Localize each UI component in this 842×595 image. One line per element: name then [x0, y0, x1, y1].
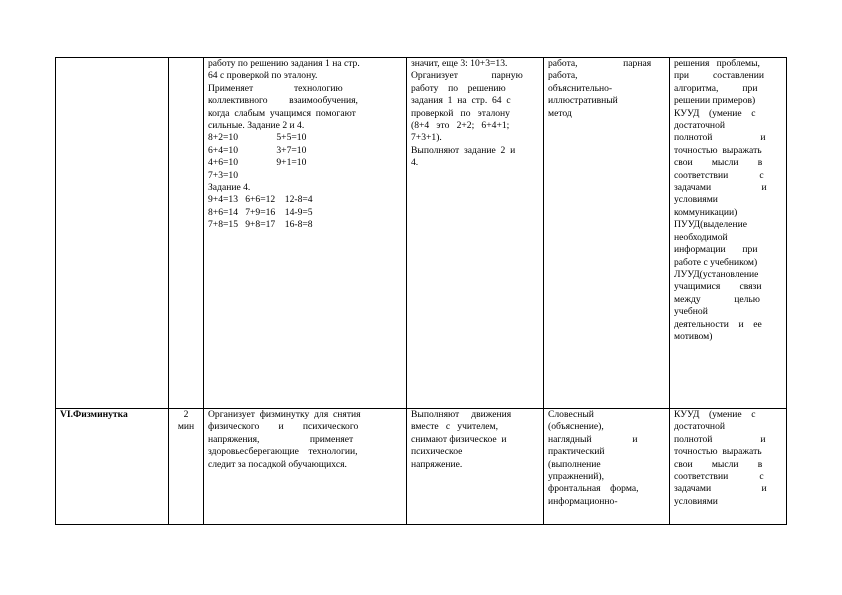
table-row [56, 409, 787, 525]
cell-text-line: соответствии с [674, 471, 764, 483]
stage-cell [56, 409, 169, 525]
cell-text-line: объяснительно- [548, 82, 613, 94]
cell-text-line: (выполнение [548, 458, 601, 470]
uud-cell [670, 58, 787, 409]
cell-text-line: решения проблемы, [674, 58, 760, 69]
cell-text-line: необходимой [674, 231, 728, 243]
cell-text-line: Задание 4. [208, 182, 251, 194]
cell-text-line: деятельности и ее [674, 318, 762, 330]
cell-text-line: упражнений), [548, 471, 605, 483]
cell-text-line: 9+4=13 6+6=12 12-8=4 [208, 194, 313, 206]
cell-text-line: между целью [674, 293, 760, 305]
cell-text-line: точностью выражать [674, 446, 762, 458]
cell-text-line: ПУУД(выделение [674, 219, 747, 231]
cell-text-line: физического и психического [208, 421, 359, 433]
cell-text-line: психическое [411, 446, 463, 458]
time-value: 2 [183, 409, 189, 420]
cell-text-line: задачами и [674, 182, 767, 194]
cell-text-line: когда слабым учащимся помогают [208, 107, 356, 119]
cell-text-line: (8+4 это 2+2; 6+4+1; [411, 120, 510, 132]
cell-text-line: работу по решению задания 1 на стр. [208, 58, 360, 69]
cell-text-line: снимают физическое и [411, 433, 507, 445]
cell-text-line: Выполняют задание 2 и [411, 144, 516, 156]
cell-text-line: информационно- [548, 495, 618, 507]
cell-text-line: свои мысли в [674, 157, 763, 169]
cell-text-line: условиями [674, 495, 718, 507]
time-cell [169, 409, 204, 525]
time-cell [169, 58, 204, 409]
cell-text-line: коммуникации) [674, 206, 738, 218]
cell-text-line: вместе с учителем, [411, 421, 499, 433]
cell-text-line: КУУД (умение с [674, 409, 756, 420]
cell-text-line: Применяет технологию [208, 82, 343, 94]
cell-text-line: 4. [411, 157, 419, 169]
cell-text-line: сильные. Задание 2 и 4. [208, 120, 305, 132]
cell-text-line: наглядный и [548, 433, 638, 445]
cell-text-line: проверкой по эталону [411, 107, 510, 119]
uud-cell [670, 409, 787, 525]
cell-text-line: задания 1 на стр. 64 с [411, 95, 511, 107]
cell-text-line: решении примеров) [674, 95, 756, 107]
cell-text-line: коллективного взаимообучения, [208, 95, 358, 107]
cell-text-line: иллюстративный [548, 95, 618, 107]
stage-cell [56, 58, 169, 409]
cell-text-line: достаточной [674, 421, 725, 433]
cell-text-line: 7+3+1). [411, 132, 442, 144]
cell-text-line: (объяснение), [548, 421, 604, 433]
lesson-plan-table [55, 57, 787, 525]
cell-text-line: алгоритма, при [674, 82, 758, 94]
cell-text-line: полнотой и [674, 132, 766, 144]
cell-text-line: 7+8=15 9+8=17 16-8=8 [208, 219, 313, 231]
teacher-activity-cell [204, 409, 407, 525]
cell-text-line: учебной [674, 306, 708, 318]
cell-text-line: учащимися связи [674, 281, 762, 293]
cell-text-line: Организует физминутку для снятия [208, 409, 361, 420]
cell-text-line: Организует парную [411, 70, 523, 82]
time-unit: мин [177, 421, 195, 433]
cell-text-line: работе с учебником) [674, 256, 758, 268]
methods-cell [544, 409, 670, 525]
cell-text-line: работу по решению [411, 82, 506, 94]
cell-text-line: соответствии с [674, 169, 764, 181]
cell-text-line: точностью выражать [674, 144, 762, 156]
cell-text-line: 64 с проверкой по эталону. [208, 70, 318, 82]
teacher-activity-cell [204, 58, 407, 409]
cell-text-line: 7+3=10 [208, 169, 239, 181]
cell-text-line: КУУД (умение с [674, 107, 756, 119]
cell-text-line: свои мысли в [674, 458, 763, 470]
student-activity-cell [407, 58, 544, 409]
cell-text-line: метод [548, 107, 572, 119]
table-row [56, 58, 787, 409]
cell-text-line: фронтальная форма, [548, 483, 639, 495]
cell-text-line: при составлении [674, 70, 765, 82]
cell-text-line: практический [548, 446, 605, 458]
cell-text-line: 8+6=14 7+9=16 14-9=5 [208, 206, 313, 218]
stage-title: VI.Физминутка [60, 409, 128, 420]
cell-text-line: значит, еще 3: 10+3=13. [411, 58, 508, 69]
cell-text-line: информации при [674, 244, 758, 256]
cell-text-line: Словесный [548, 409, 594, 420]
cell-text-line: мотивом) [674, 330, 713, 342]
cell-text-line: работа, парная [548, 58, 652, 69]
cell-text-line: напряжения, применяет [208, 433, 354, 445]
cell-text-line: ЛУУД(установление [674, 268, 759, 280]
cell-text-line: полнотой и [674, 433, 766, 445]
cell-text-line: Выполняют движения [411, 409, 512, 420]
student-activity-cell [407, 409, 544, 525]
cell-text-line: задачами и [674, 483, 767, 495]
cell-text-line: работа, [548, 70, 578, 82]
methods-cell [544, 58, 670, 409]
cell-text-line: напряжение. [411, 458, 463, 470]
cell-text-line: достаточной [674, 120, 725, 132]
cell-text-line: 4+6=10 9+1=10 [208, 157, 307, 169]
cell-text-line: условиями [674, 194, 718, 206]
cell-text-line: 8+2=10 5+5=10 [208, 132, 307, 144]
cell-text-line: 6+4=10 3+7=10 [208, 144, 307, 156]
cell-text-line: следит за посадкой обучающихся. [208, 458, 347, 470]
cell-text-line: здоровьесберегающие технологии, [208, 446, 358, 458]
